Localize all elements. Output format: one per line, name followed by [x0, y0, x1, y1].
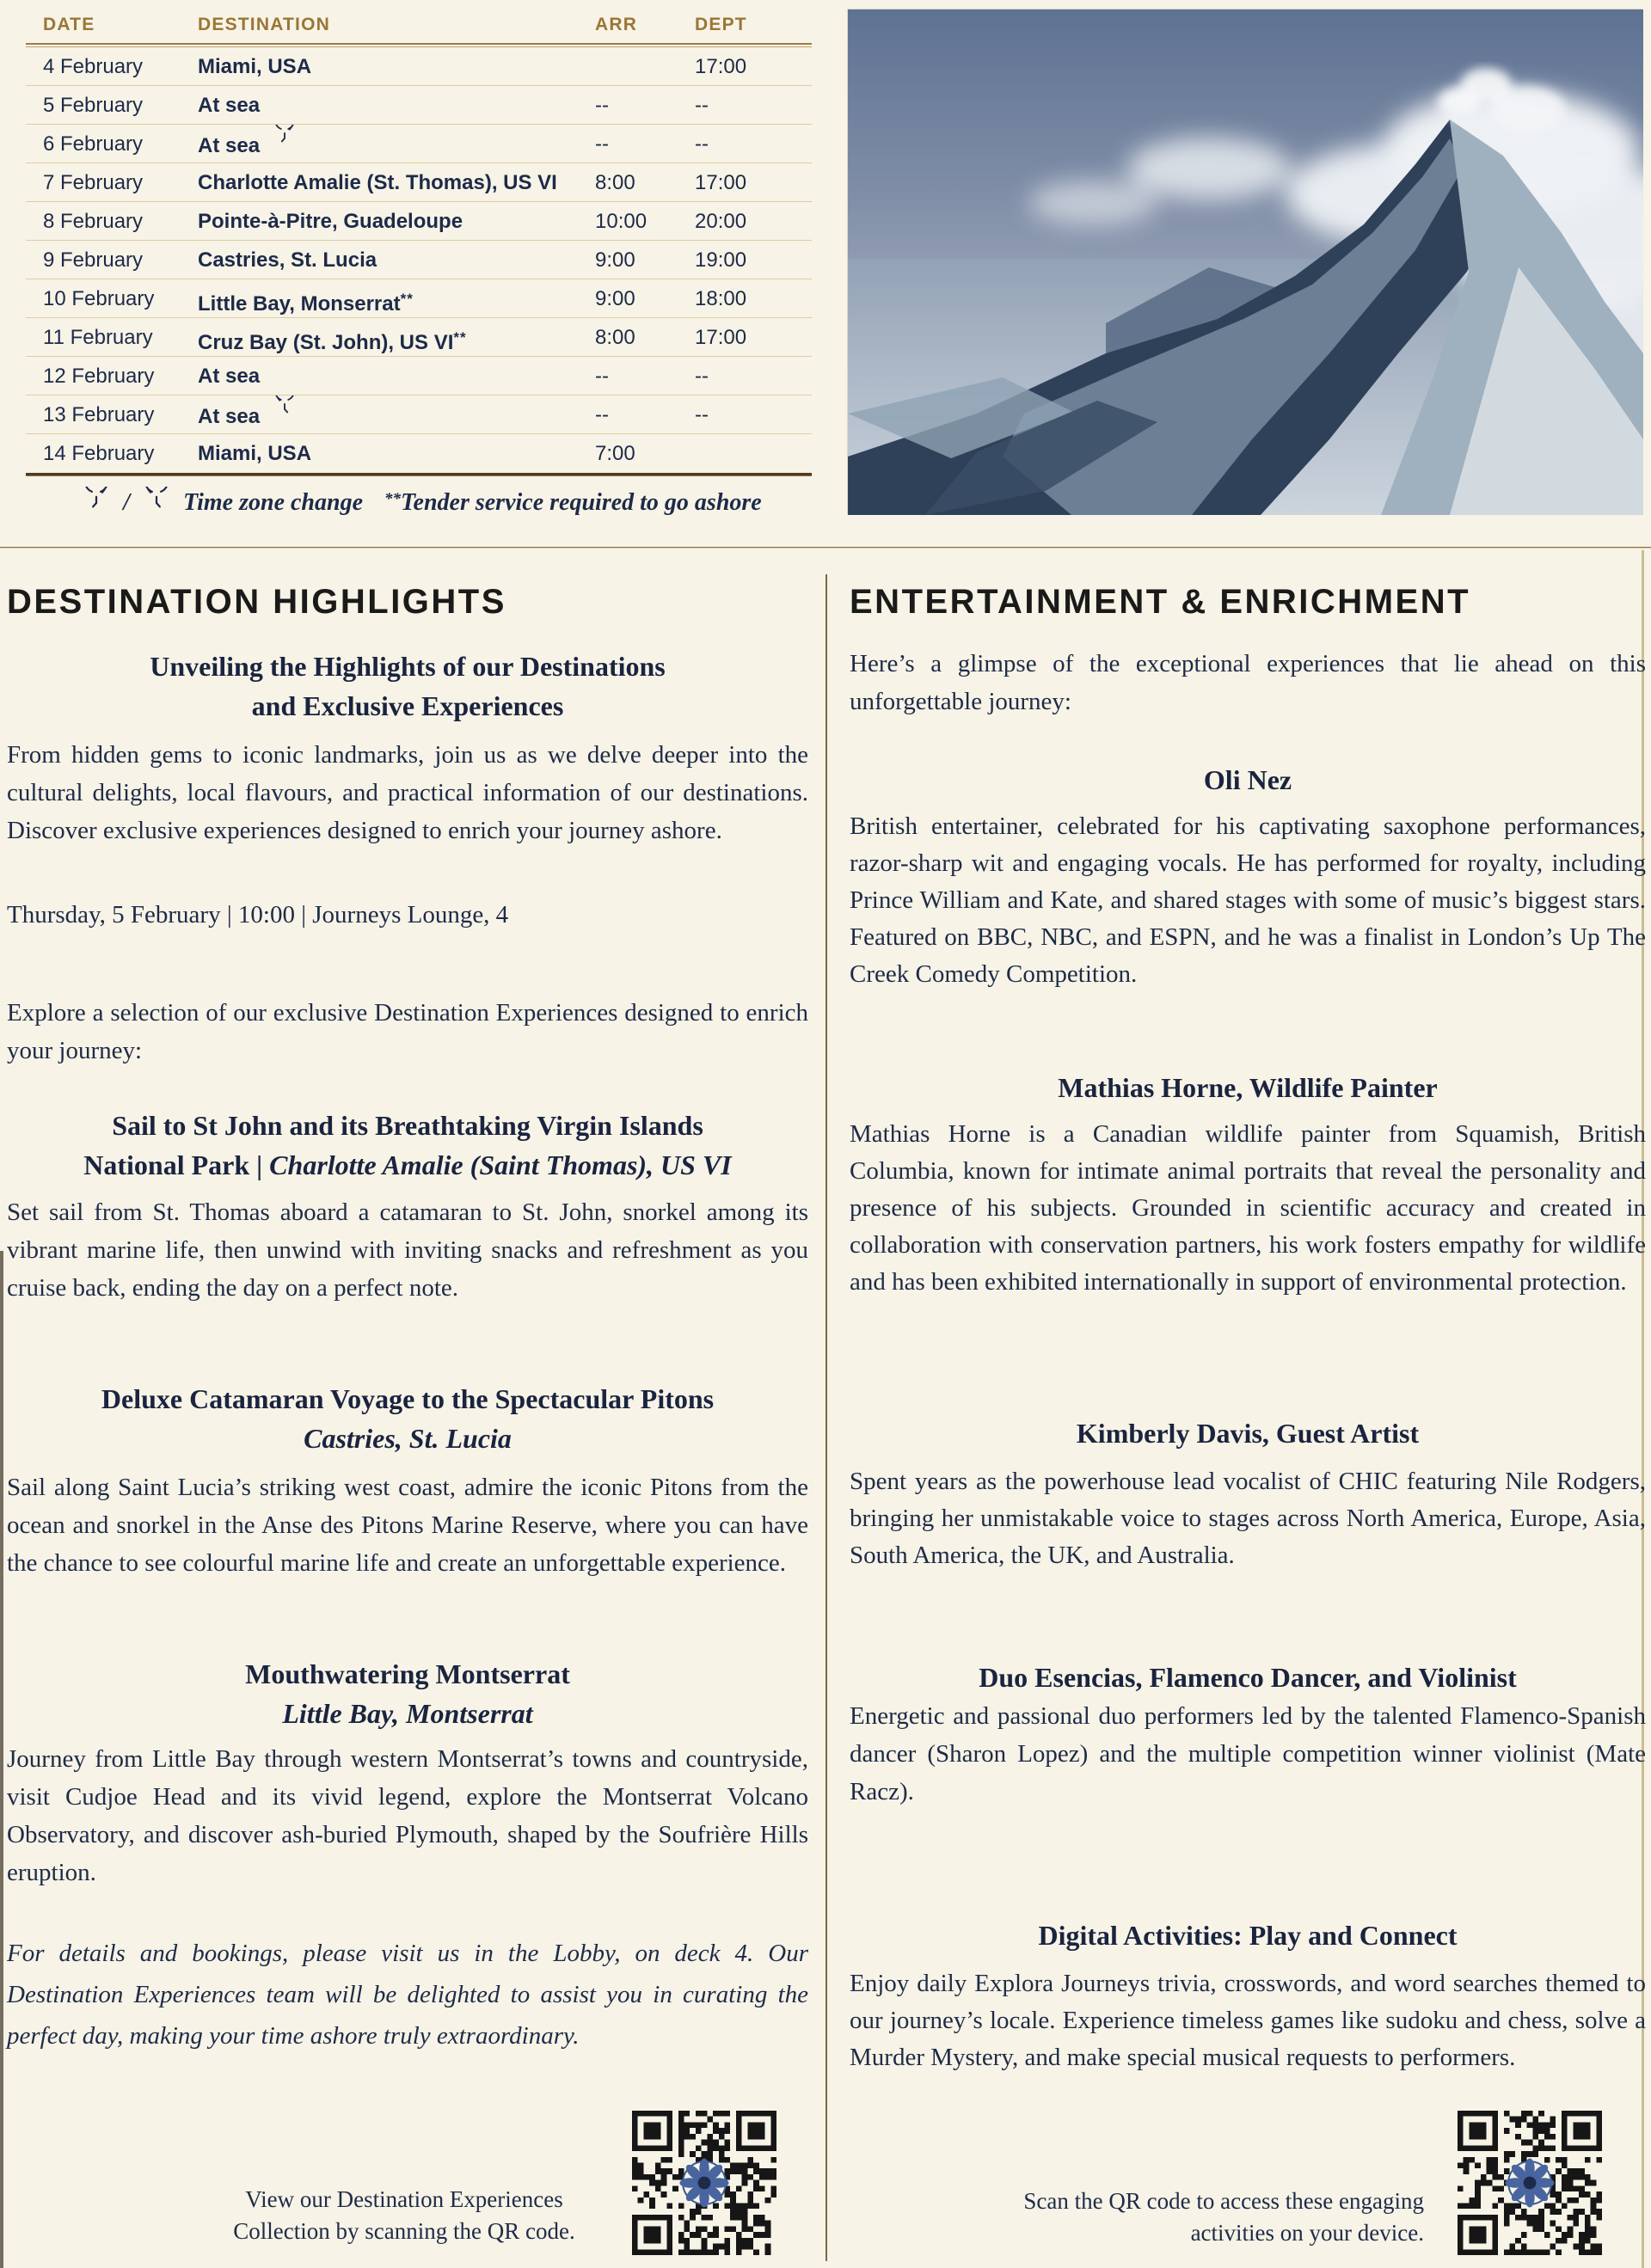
- cell-date: 9 February: [43, 248, 144, 272]
- destination-highlights-title: DESTINATION HIGHLIGHTS: [7, 583, 506, 621]
- header-dept: DEPT: [695, 15, 747, 34]
- cell-dept: 17:00: [695, 171, 747, 194]
- cell-arr: --: [595, 94, 609, 117]
- header-destination: DESTINATION: [198, 15, 330, 34]
- caption-line-2: Collection by scanning the QR code.: [233, 2218, 575, 2244]
- table-row: [26, 202, 812, 241]
- experience-body: Journey from Little Bay through western Montserrat’s towns and countryside, visit Cudjoe Head and its vivid legend, explore the Montserrat Volcano Observatory, and discover ash-buried Plymouth, shaped by the Soufrière Hills eruption.: [7, 1745, 808, 1886]
- cell-destination: Little Bay, Monserrat**: [198, 291, 414, 316]
- cell-destination: Pointe-à-Pitre, Guadeloupe: [198, 210, 463, 233]
- experience-title-line1: Sail to St John and its Breathtaking Virgin Islands: [112, 1110, 703, 1141]
- experience-body: Set sail from St. Thomas aboard a catamaran to St. John, snorkel among its vibrant marine life, then unwind with inviting snacks and refreshment as you cruise back, ending the day on a perfect note.: [7, 1198, 808, 1302]
- experience-title: [7, 1106, 808, 1185]
- cell-arr: 9:00: [595, 287, 635, 310]
- cell-destination: At sea: [198, 125, 298, 165]
- table-row: [26, 318, 812, 357]
- cell-date: 4 February: [43, 55, 144, 78]
- cell-dept: --: [695, 403, 709, 426]
- cell-date: 6 February: [43, 132, 144, 156]
- volcano-photo: [847, 9, 1642, 514]
- tender-mark: **: [384, 490, 401, 508]
- explore-note: Explore a selection of our exclusive Destination Experiences designed to enrich your journey:: [7, 999, 808, 1064]
- cell-date: 11 February: [43, 326, 153, 349]
- column-divider: [826, 574, 827, 2261]
- cell-dept: --: [695, 94, 709, 117]
- caption-line-2: activities on your device.: [1190, 2220, 1424, 2246]
- cell-destination: Miami, USA: [198, 442, 312, 465]
- cell-dept: --: [695, 365, 709, 388]
- cell-arr: --: [595, 132, 609, 156]
- cell-date: 7 February: [43, 171, 144, 194]
- experience-title: [7, 1654, 808, 1733]
- subtitle-line-1: Unveiling the Highlights of our Destinations: [150, 651, 666, 682]
- table-row: [26, 47, 812, 86]
- table-bottom-rule: [26, 473, 812, 476]
- timezone-back-icon: [141, 487, 172, 518]
- header-date: DATE: [43, 15, 95, 34]
- cell-destination: Miami, USA: [198, 55, 312, 78]
- act-name: Oli Nez: [1203, 764, 1292, 795]
- experience-title-line1: Deluxe Catamaran Voyage to the Spectacular Pitons: [101, 1383, 715, 1414]
- right-qr-caption: [860, 2185, 1424, 2249]
- cell-arr: --: [595, 403, 609, 426]
- act-name: Duo Esencias, Flamenco Dancer, and Violinist: [979, 1662, 1517, 1693]
- header-arr: ARR: [595, 15, 638, 34]
- activities-qr-code: [1458, 2111, 1602, 2255]
- destination-experiences-qr-code: [632, 2111, 776, 2255]
- cell-destination: Charlotte Amalie (St. Thomas), US VI: [198, 171, 557, 194]
- caption-line-1: Scan the QR code to access these engaging: [1023, 2188, 1424, 2214]
- destination-highlights-intro: From hidden gems to iconic landmarks, join us as we delve deeper into the cultural delights, local flavours, and practical information of our destinations. Discover exclusive experiences designed to enrich your journey ashore.: [7, 741, 808, 844]
- entertainment-title: ENTERTAINMENT & ENRICHMENT: [850, 583, 1471, 621]
- footnote-separator: /: [123, 489, 131, 516]
- subtitle-line-2: and Exclusive Experiences: [251, 690, 564, 721]
- horizontal-rule: [0, 547, 1651, 549]
- cell-destination: At sea: [198, 395, 298, 436]
- experience-title-line2: National Park | Charlotte Amalie (Saint Thomas), US VI: [83, 1149, 732, 1180]
- itinerary-table: [26, 7, 812, 476]
- cell-arr: 8:00: [595, 326, 635, 349]
- experience-body: Sail along Saint Lucia’s striking west coast, admire the iconic Pitons from the ocean and snorkel in the Anse des Pitons Marine Reserve, where you can have the chance to see colourful marine life and create an unforgettable experience.: [7, 1474, 808, 1577]
- table-row: [26, 434, 812, 473]
- act-bio: Spent years as the powerhouse lead vocalist of CHIC featuring Nile Rodgers, bringing her unmistakable voice to stages across North America, Europe, Asia, South America, the UK, and Australia.: [850, 1468, 1646, 1569]
- timezone-forward-icon: [272, 125, 298, 150]
- cell-destination: Cruz Bay (St. John), US VI**: [198, 329, 467, 354]
- footnote-timezone-label: Time zone change: [183, 489, 363, 516]
- cell-arr: 7:00: [595, 442, 635, 465]
- cell-date: 8 February: [43, 210, 144, 233]
- cell-dept: 19:00: [695, 248, 747, 272]
- left-qr-caption: [103, 2184, 705, 2247]
- cell-dept: 20:00: [695, 210, 747, 233]
- experience-title-line2: Castries, St. Lucia: [304, 1423, 512, 1454]
- tender-mark: **: [400, 291, 414, 307]
- cell-date: 10 February: [43, 287, 155, 310]
- cell-date: 12 February: [43, 365, 155, 388]
- cell-destination: Castries, St. Lucia: [198, 248, 377, 272]
- itinerary-header-row: [26, 7, 812, 43]
- act-bio: British entertainer, celebrated for his captivating saxophone performances, razor-sharp wit and engaging vocals. He has performed for royalty, including Prince William and Kate, and shared stages with some of music’s biggest stars. Featured on BBC, NBC, and ESPN, and he was a finalist in London’s Up The Creek Comedy Competition.: [850, 812, 1646, 988]
- act-bio: Enjoy daily Explora Journeys trivia, crosswords, and word searches themed to our journey’s locale. Experience timeless games like sudoku and chess, solve a Murder Mystery, and make special musical requests to performers.: [850, 1970, 1646, 2071]
- experience-title-line1: Mouthwatering Montserrat: [245, 1658, 570, 1689]
- cell-arr: 10:00: [595, 210, 648, 233]
- booking-note: For details and bookings, please visit us in the Lobby, on deck 4. Our Destination Experiences team will be delighted to assist you in curating the perfect day, making your time ashore truly extraordinary.: [7, 1940, 808, 2050]
- cell-dept: --: [695, 132, 709, 156]
- timezone-back-icon: [272, 395, 298, 421]
- cell-destination: At sea: [198, 365, 261, 388]
- experience-title: [7, 1379, 808, 1458]
- table-row: [26, 163, 812, 202]
- table-row: [26, 279, 812, 318]
- destination-highlights-subtitle: [7, 647, 808, 726]
- cell-arr: 9:00: [595, 248, 635, 272]
- cell-dept: 17:00: [695, 326, 747, 349]
- footnote-tender-label: Tender service required to go ashore: [401, 489, 762, 516]
- act-name: Digital Activities: Play and Connect: [1038, 1920, 1458, 1951]
- cell-dept: 17:00: [695, 55, 747, 78]
- table-row: [26, 241, 812, 279]
- cell-arr: --: [595, 365, 609, 388]
- act-bio: Mathias Horne is a Canadian wildlife painter from Squamish, British Columbia, known for intimate animal portraits that reveal the personality and presence of his subjects. Grounded in scientific accuracy and created in collaboration with conservation partners, his work fosters empathy for wildlife and has been exhibited internationally in support of environmental protection.: [850, 1120, 1646, 1296]
- entertainment-intro: Here’s a glimpse of the exceptional experiences that lie ahead on this unforgettable journey:: [850, 650, 1646, 715]
- act-name: Mathias Horne, Wildlife Painter: [1058, 1072, 1438, 1103]
- session-info: Thursday, 5 February | 10:00 | Journeys Lounge, 4: [7, 901, 509, 929]
- cell-date: 5 February: [43, 94, 144, 117]
- volcano-photo-image: [848, 9, 1643, 515]
- cell-dept: 18:00: [695, 287, 747, 310]
- table-row: [26, 86, 812, 125]
- cell-arr: 8:00: [595, 171, 635, 194]
- cell-date: 14 February: [43, 442, 155, 465]
- act-bio: Energetic and passional duo performers led by the talented Flamenco-Spanish dancer (Sharon Lopez) and the multiple competition winner violinist (Mate Racz).: [850, 1702, 1646, 1805]
- table-row: [26, 125, 812, 163]
- page-edge-left: [0, 1251, 3, 2268]
- tender-mark: **: [453, 329, 467, 346]
- cell-destination: At sea: [198, 94, 261, 117]
- experience-title-line2: Little Bay, Montserrat: [282, 1698, 533, 1729]
- caption-line-1: View our Destination Experiences: [245, 2186, 563, 2212]
- table-row: [26, 357, 812, 395]
- itinerary-footnote: [26, 487, 812, 518]
- act-name: Kimberly Davis, Guest Artist: [1076, 1418, 1420, 1449]
- timezone-forward-icon: [81, 487, 112, 518]
- table-row: [26, 395, 812, 434]
- cell-date: 13 February: [43, 403, 155, 426]
